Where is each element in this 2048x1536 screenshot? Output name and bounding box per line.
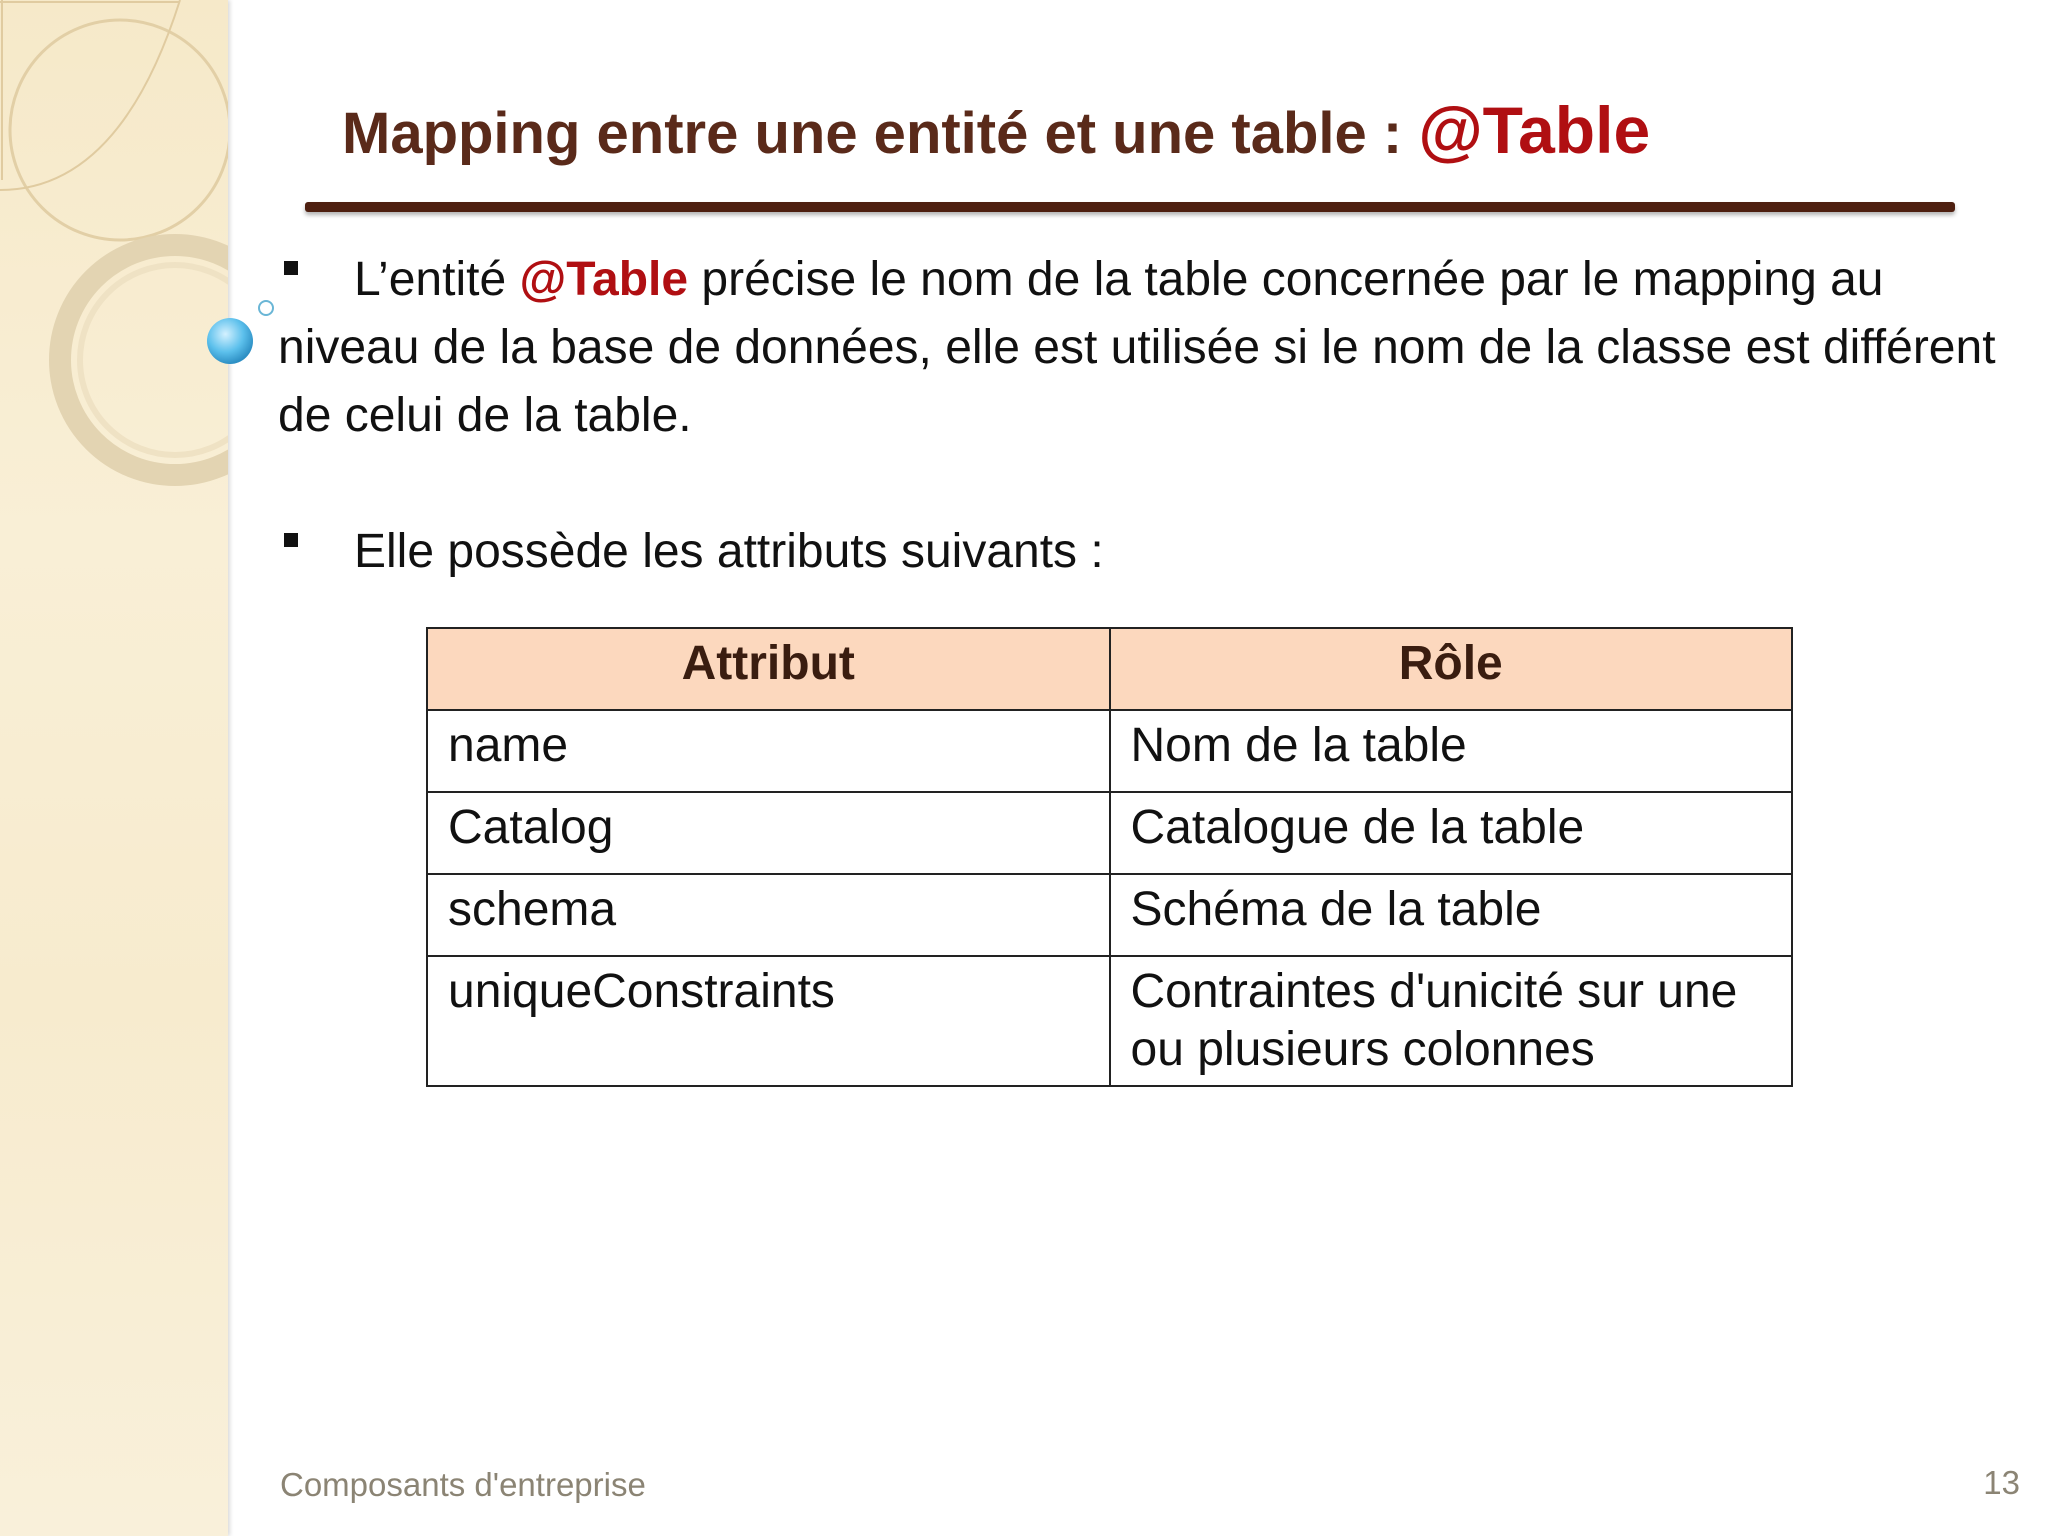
- p1-highlight: @Table: [519, 253, 689, 306]
- page-number: 13: [1983, 1464, 2020, 1501]
- cell-role: Schéma de la table: [1110, 874, 1793, 956]
- table-row: [427, 956, 1792, 1086]
- attributes-table: [426, 627, 1793, 1087]
- table-row: [427, 710, 1792, 792]
- table-row: [427, 874, 1792, 956]
- slide-title: [342, 92, 1942, 168]
- cell-attribute: Catalog: [427, 792, 1110, 874]
- footer-text: Composants d'entreprise: [280, 1466, 646, 1503]
- paragraph-attributes-intro: [278, 518, 1998, 586]
- title-main: Mapping entre une entité et une table :: [342, 101, 1419, 166]
- paragraph-description: [278, 246, 1998, 450]
- cell-role: Contraintes d'unicité sur une ou plusieurs colonnes: [1110, 956, 1793, 1086]
- table-row: [427, 792, 1792, 874]
- cell-attribute: schema: [427, 874, 1110, 956]
- p1-text-post: précise le nom de la table concernée par le mapping au niveau de la base de données, elle est utilisée si le nom de la classe est différent de celui de la table.: [278, 253, 1996, 442]
- square-bullet-icon: [284, 533, 298, 547]
- header-attribut: Attribut: [427, 628, 1110, 710]
- square-bullet-icon: [284, 261, 298, 275]
- p1-text-pre: L’entité: [354, 253, 520, 306]
- p2-text: Elle possède les attributs suivants :: [354, 525, 1104, 578]
- table-header-row: [427, 628, 1792, 710]
- title-accent: @Table: [1418, 93, 1651, 167]
- cell-attribute: name: [427, 710, 1110, 792]
- title-underline: [305, 202, 1955, 212]
- cell-role: Catalogue de la table: [1110, 792, 1793, 874]
- cell-role: Nom de la table: [1110, 710, 1793, 792]
- cell-attribute: uniqueConstraints: [427, 956, 1110, 1086]
- bubble-icon: [0, 0, 300, 420]
- header-role: Rôle: [1110, 628, 1793, 710]
